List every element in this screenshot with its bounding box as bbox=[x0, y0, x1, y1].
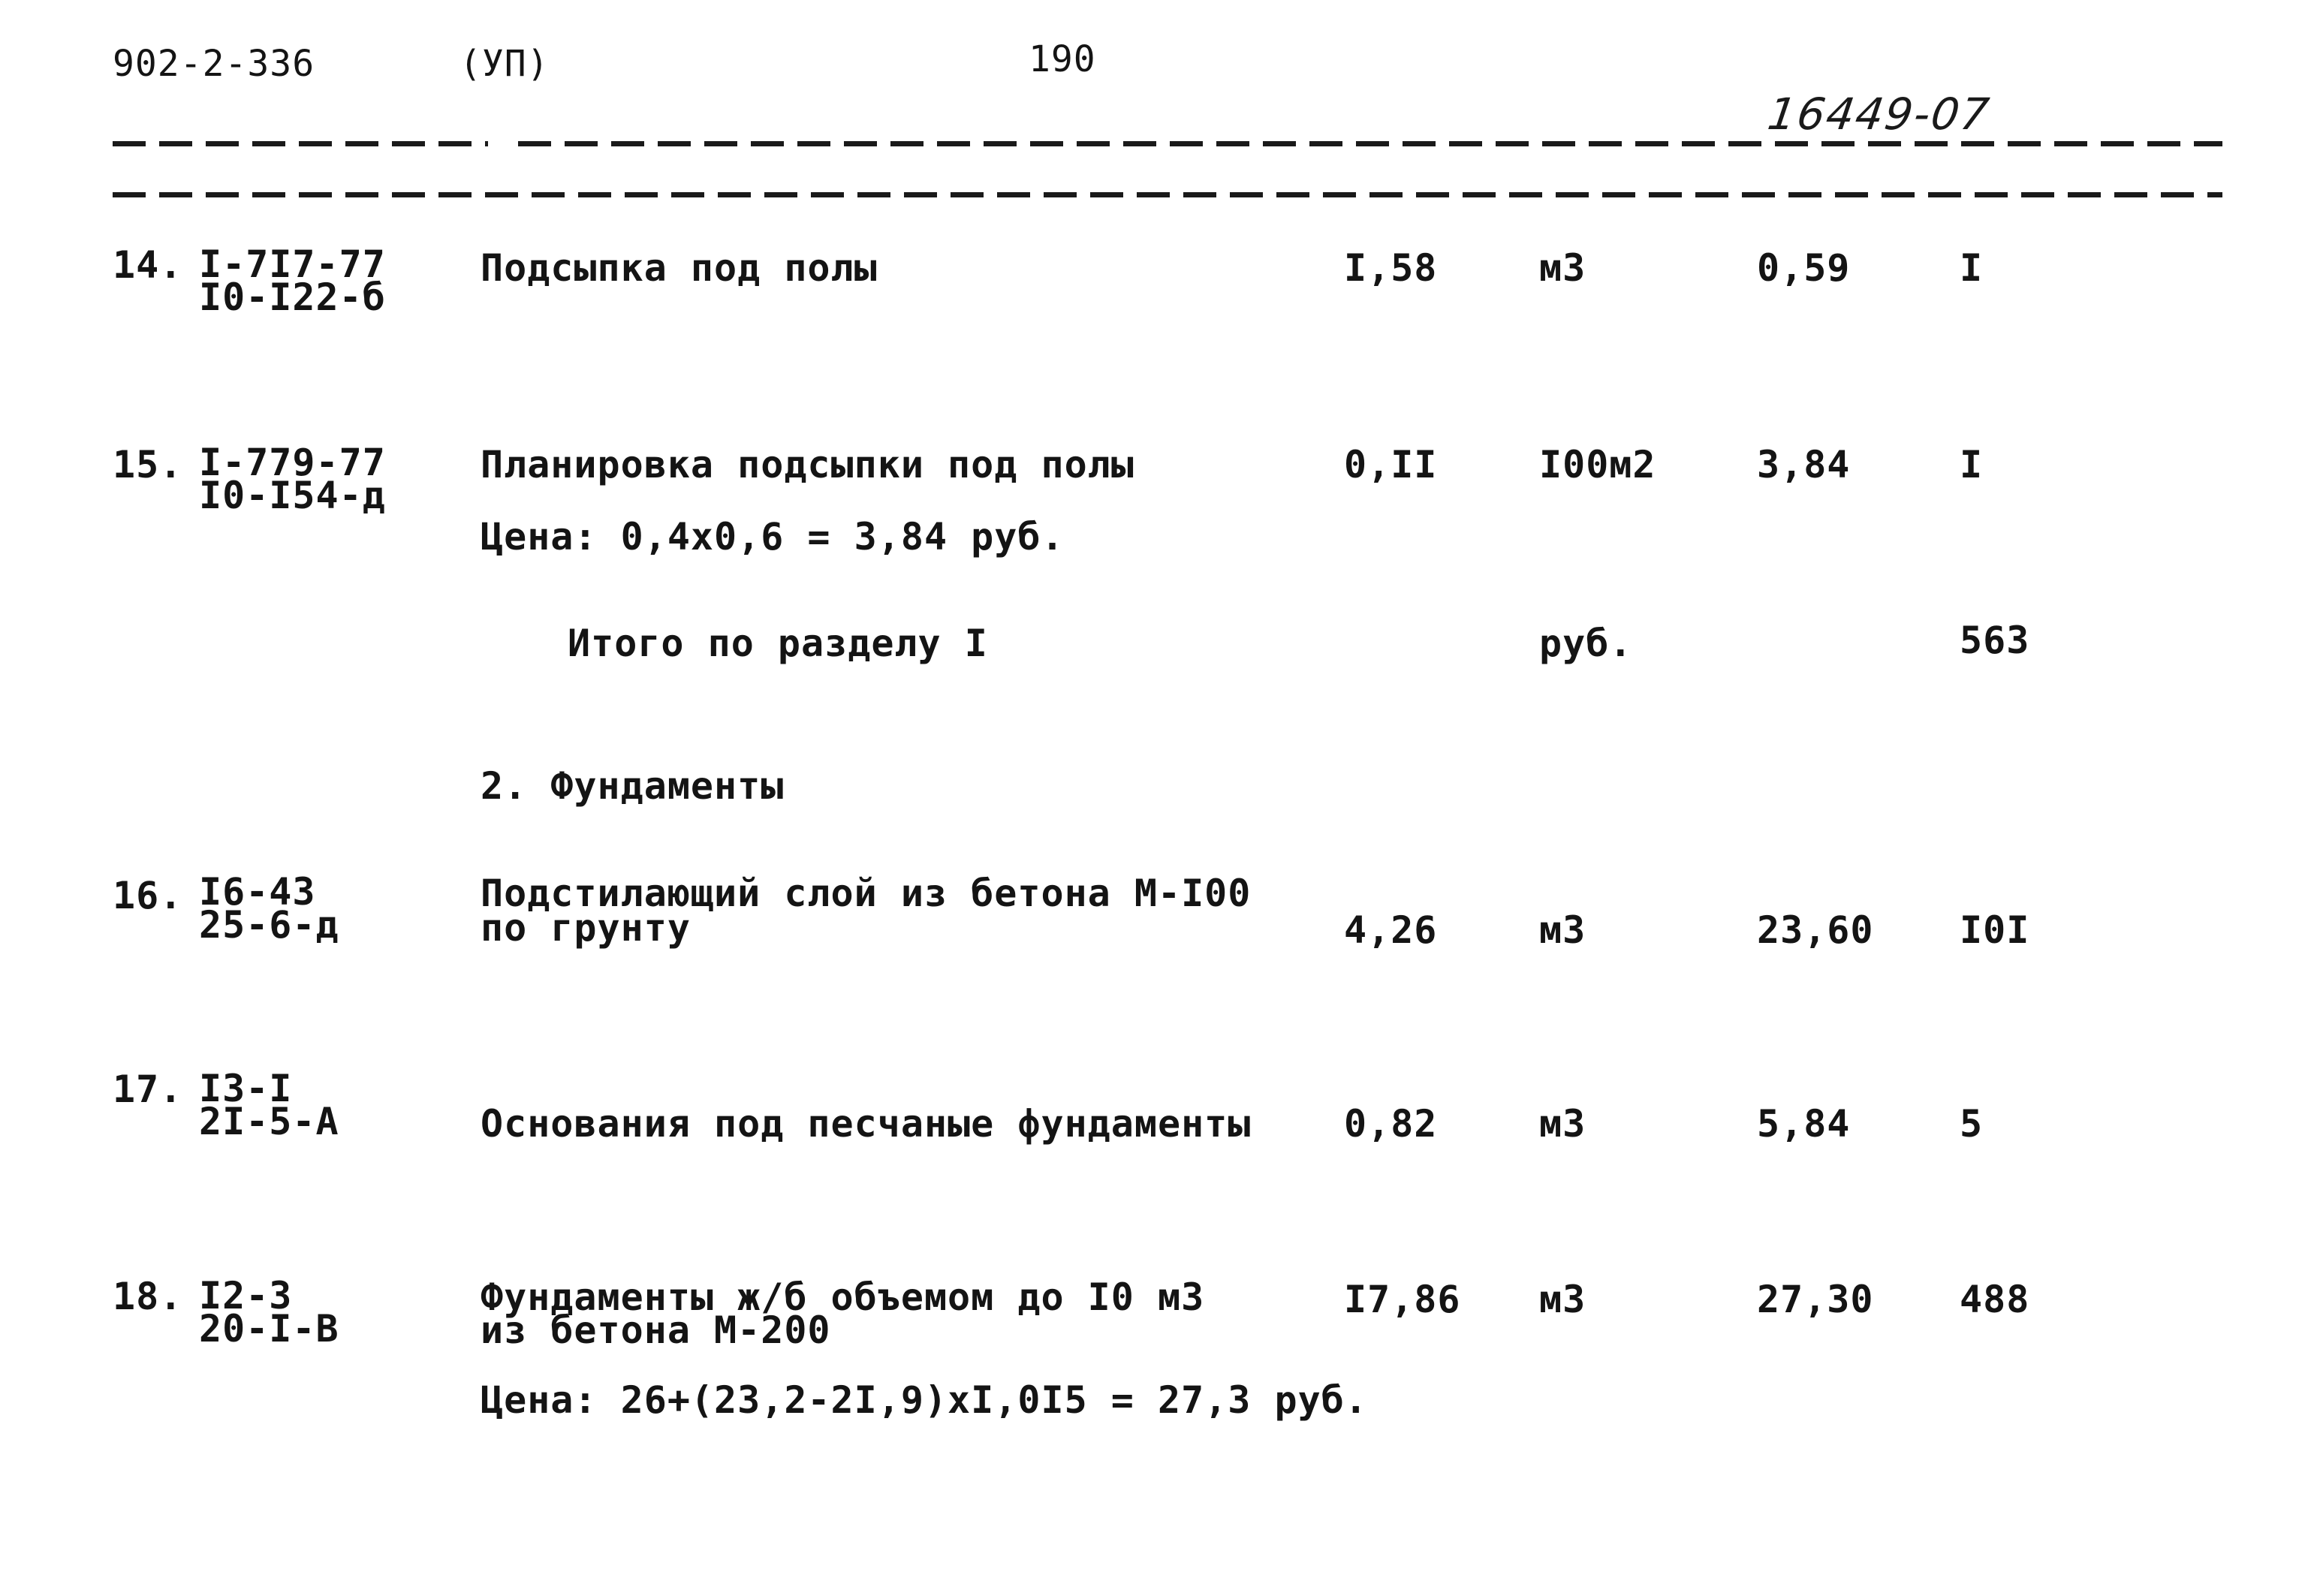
work-description-line2: из бетона М-200 bbox=[481, 1308, 831, 1352]
document-mark: (УП) bbox=[459, 43, 550, 85]
rate-code-1: I-7I7-77 bbox=[199, 242, 386, 286]
rate-code-1: I-779-77 bbox=[199, 441, 386, 484]
row-number: 18. bbox=[113, 1275, 183, 1318]
inventory-number-handwritten: 16449-07 bbox=[1764, 89, 1994, 140]
price-calculation-note: Цена: 26+(23,2-2I,9)хI,0I5 = 27,3 руб. bbox=[481, 1378, 1368, 1422]
rate-code-1: I6-43 bbox=[199, 870, 316, 914]
row-number: 14. bbox=[113, 243, 183, 287]
unit: I00м2 bbox=[1539, 443, 1656, 486]
total-cost: I bbox=[1960, 246, 1984, 290]
rate-code-2: 20-I-В bbox=[199, 1307, 339, 1351]
rate-code-2: I0-I22-б bbox=[199, 276, 386, 319]
price-calculation-note: Цена: 0,4х0,6 = 3,84 руб. bbox=[481, 515, 1065, 559]
unit: м3 bbox=[1539, 908, 1586, 952]
quantity: 4,26 bbox=[1344, 908, 1438, 952]
quantity: I7,86 bbox=[1344, 1278, 1461, 1321]
work-description: Фундаменты ж/б объемом до I0 м3 bbox=[481, 1275, 1205, 1319]
subtotal-total: 563 bbox=[1960, 619, 2030, 662]
row-number: 15. bbox=[113, 443, 183, 486]
work-description: Подстилающий слой из бетона М-I00 bbox=[481, 872, 1252, 915]
unit: м3 bbox=[1539, 1278, 1586, 1321]
unit-price: 27,30 bbox=[1757, 1278, 1874, 1321]
total-cost: 488 bbox=[1960, 1278, 2030, 1321]
rate-code-1: I2-3 bbox=[199, 1274, 293, 1317]
rate-code-2: I0-I54-д bbox=[199, 474, 386, 517]
work-description: Основания под песчаные фундаменты bbox=[481, 1102, 1252, 1146]
section-title: 2. Фундаменты bbox=[481, 764, 785, 808]
unit-price: 5,84 bbox=[1757, 1102, 1851, 1146]
page-number: 190 bbox=[1029, 38, 1096, 80]
quantity: I,58 bbox=[1344, 246, 1438, 290]
subtotal-unit: руб. bbox=[1539, 622, 1633, 665]
document-code: 902-2-336 bbox=[113, 43, 315, 85]
row-number: 17. bbox=[113, 1068, 183, 1111]
unit-price: 23,60 bbox=[1757, 908, 1874, 952]
unit: м3 bbox=[1539, 246, 1586, 290]
header-rule-top-left bbox=[113, 141, 488, 146]
unit-price: 0,59 bbox=[1757, 246, 1851, 290]
quantity: 0,82 bbox=[1344, 1102, 1438, 1146]
unit-price: 3,84 bbox=[1757, 443, 1851, 486]
row-number: 16. bbox=[113, 874, 183, 917]
total-cost: I bbox=[1960, 443, 1984, 486]
rate-code-1: I3-I bbox=[199, 1067, 293, 1110]
subtotal-label: Итого по разделу I bbox=[568, 622, 988, 665]
rate-code-2: 25-6-д bbox=[199, 903, 339, 947]
work-description-line2: по грунту bbox=[481, 906, 691, 950]
total-cost: 5 bbox=[1960, 1102, 1984, 1146]
quantity: 0,II bbox=[1344, 443, 1438, 486]
unit: м3 bbox=[1539, 1102, 1586, 1146]
work-description: Планировка подсыпки под полы bbox=[481, 443, 1134, 486]
header-rule-bottom bbox=[113, 192, 2222, 197]
rate-code-2: 2I-5-А bbox=[199, 1100, 339, 1143]
header-rule-top-right bbox=[518, 141, 2222, 146]
work-description: Подсыпка под полы bbox=[481, 246, 878, 290]
total-cost: I0I bbox=[1960, 908, 2030, 952]
